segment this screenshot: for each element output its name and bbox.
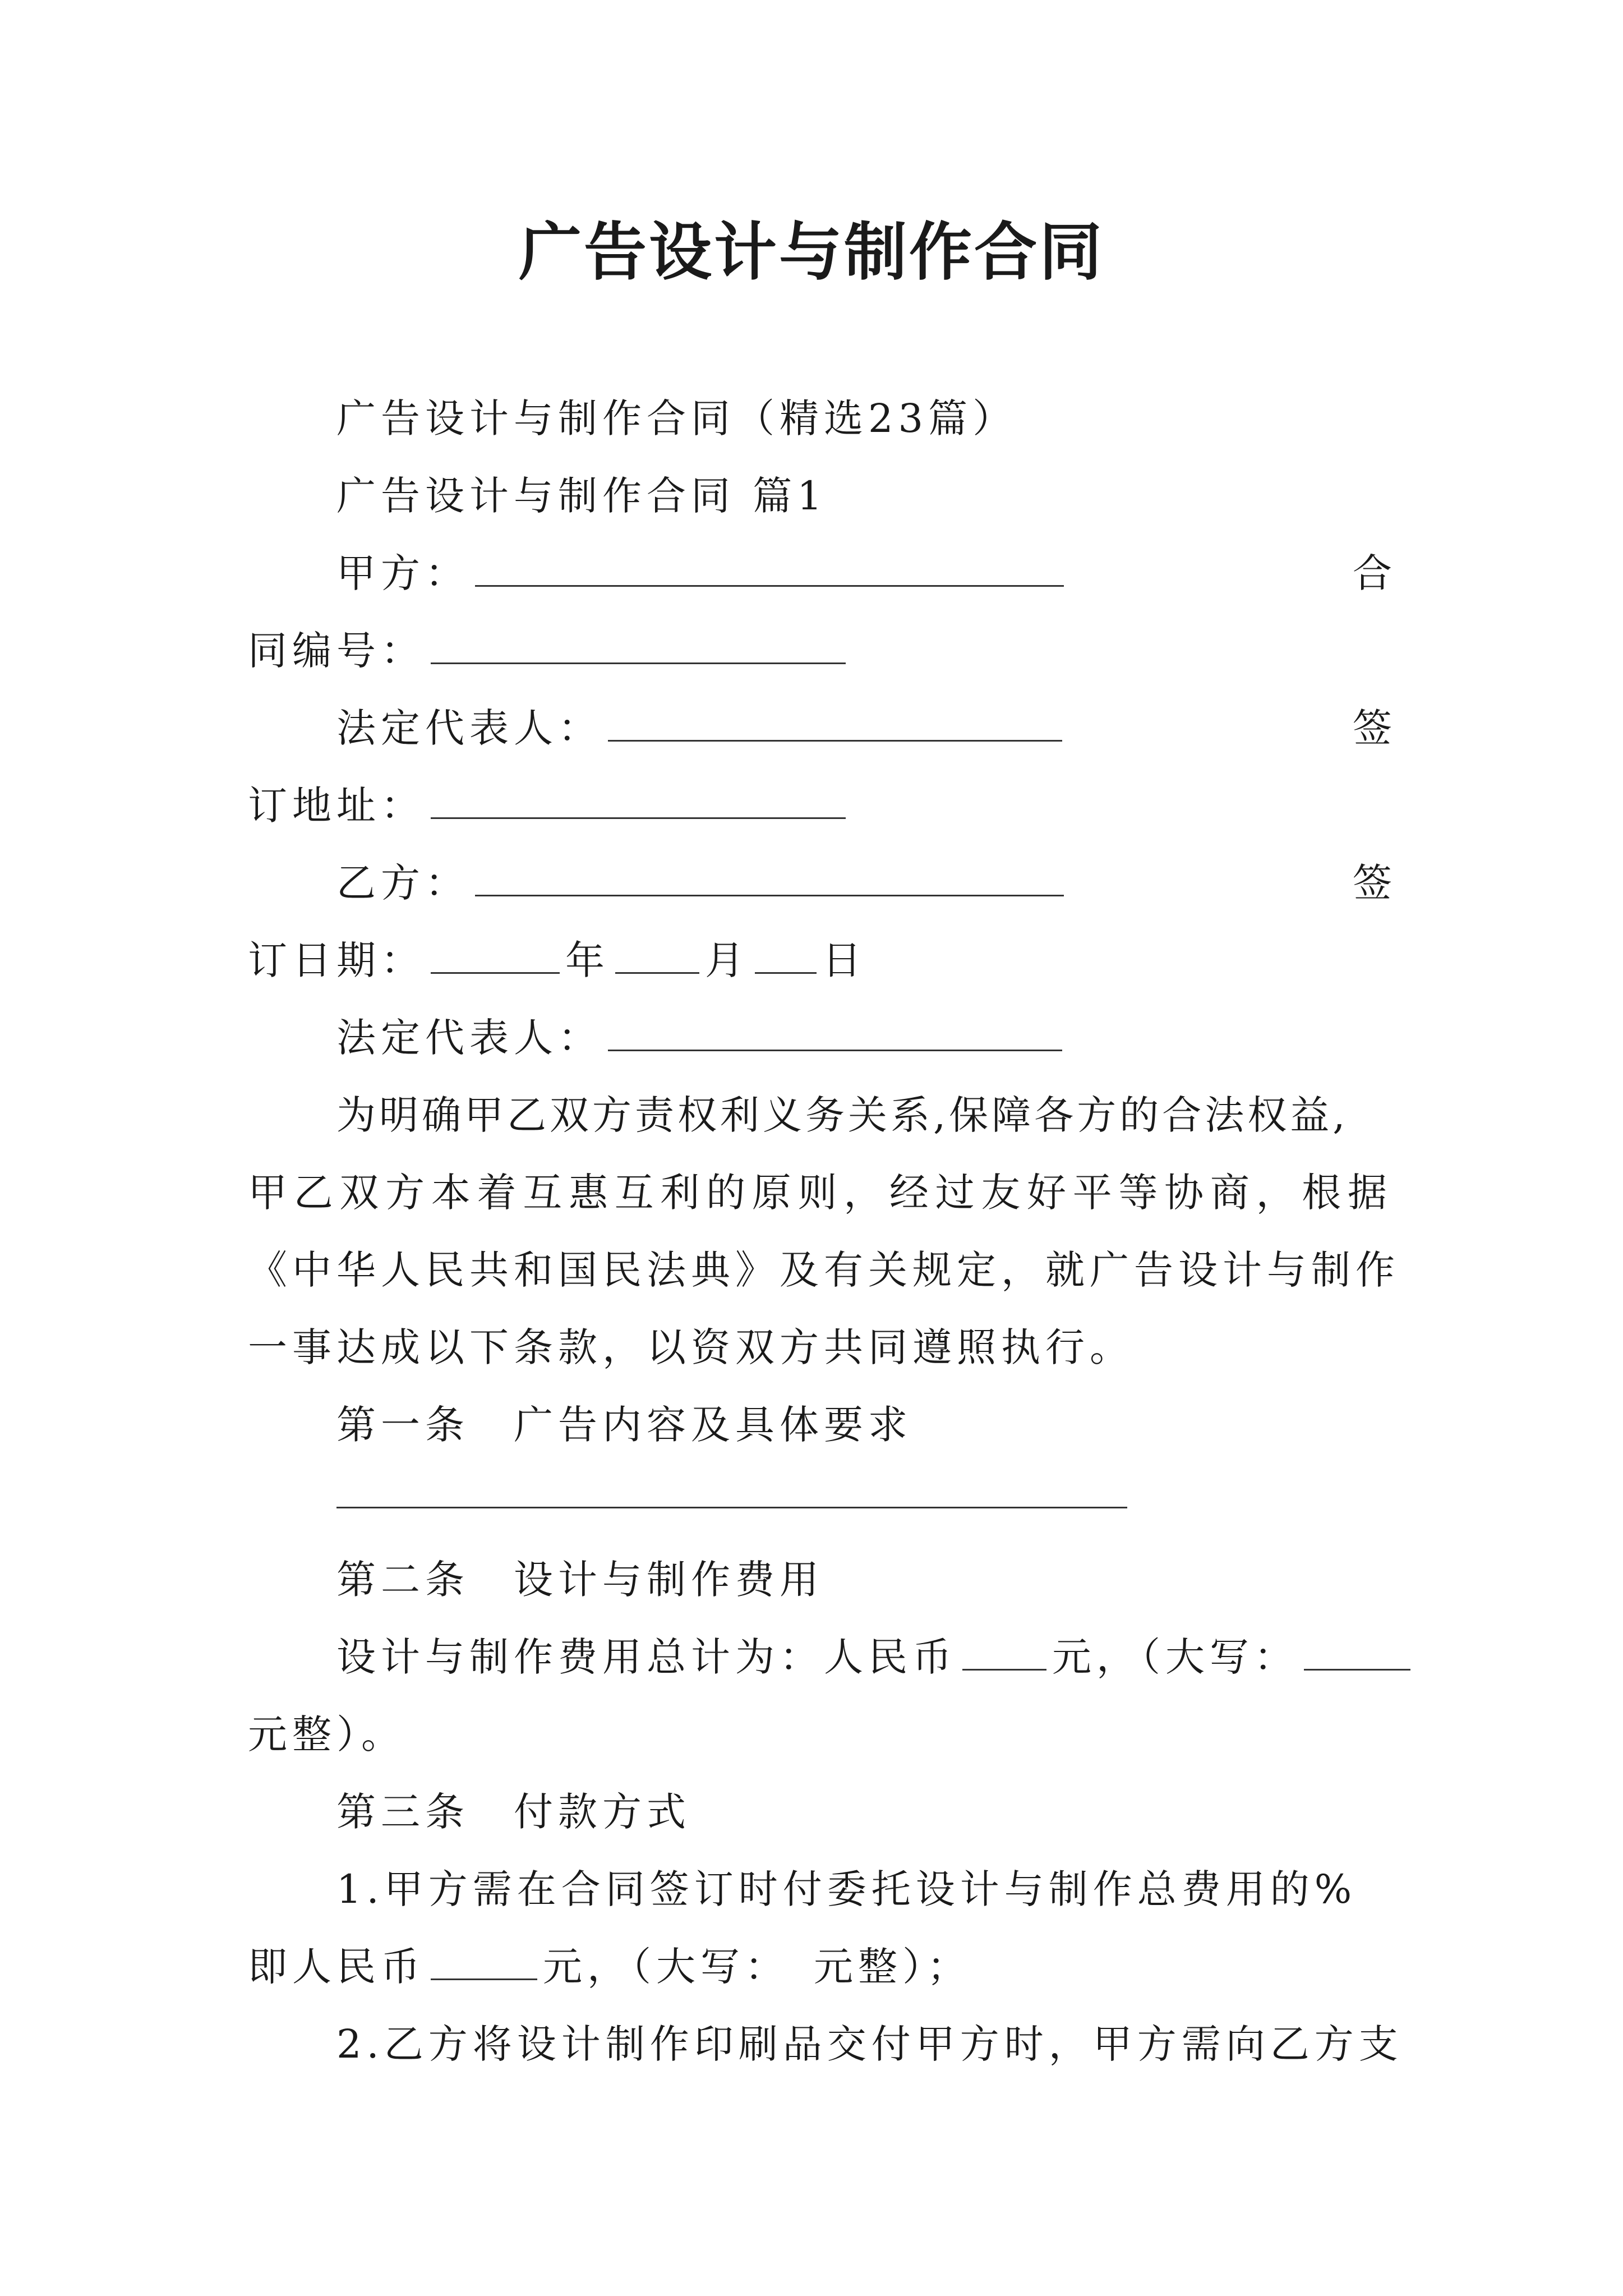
contract-no-blank[interactable] [431, 630, 846, 664]
payment-item-1-line-1: 1.甲方需在合同签订时付委托设计与制作总费用的% [336, 1866, 1357, 1912]
fee-amount-blank[interactable] [962, 1636, 1046, 1671]
subtitle: 广告设计与制作合同（精选23篇） [336, 395, 1017, 441]
article-1-heading: 第一条 广告内容及具体要求 [336, 1402, 912, 1448]
party-a-label: 甲方： [336, 550, 469, 596]
legal-rep-b-line [336, 1006, 1068, 1063]
payment-amount-blank[interactable] [431, 1946, 537, 1980]
legal-rep-b-label: 法定代表人： [336, 1015, 602, 1061]
article-2-text-c: 元整）。 [248, 1711, 405, 1757]
intro-line-1: 为明确甲乙双方责权利义务关系,保障各方的合法权益, [336, 1092, 1349, 1138]
party-a-blank[interactable] [475, 553, 1064, 587]
party-a-line [336, 542, 1069, 599]
intro-line-4: 一事达成以下条款，以资双方共同遵照执行。 [248, 1324, 1134, 1370]
legal-rep-blank[interactable] [608, 707, 1062, 742]
legal-rep-label: 法定代表人： [336, 705, 602, 751]
sign-address-blank[interactable] [431, 785, 846, 819]
year-label: 年 [565, 937, 610, 983]
party-b-line [336, 852, 1069, 908]
contract-no-line [248, 619, 851, 676]
sign-address-label-part1: 签 [1353, 705, 1392, 751]
year-blank[interactable] [431, 940, 560, 974]
intro-line-2: 甲乙双方本着互惠互利的原则，经过友好平等协商，根据 [248, 1170, 1392, 1216]
article-2-text-line [336, 1626, 1416, 1682]
sign-date-line [248, 929, 866, 986]
day-label: 日 [822, 937, 866, 983]
month-blank[interactable] [615, 940, 699, 974]
article-2-heading: 第二条 设计与制作费用 [336, 1557, 824, 1603]
sign-address-line [248, 774, 851, 831]
party-b-blank[interactable] [475, 862, 1064, 896]
contract-no-label-part2: 同编号： [248, 628, 425, 674]
sign-date-label-part2: 订日期： [248, 937, 425, 983]
party-b-label: 乙方： [336, 860, 469, 906]
article-2-text-b: 元，（大写： [1052, 1634, 1298, 1680]
legal-rep-b-blank[interactable] [608, 1017, 1062, 1051]
sign-address-label-part2: 订地址： [248, 783, 425, 829]
payment-item-1-text-c: 元，（大写： 元整）； [543, 1944, 971, 1990]
month-label: 月 [705, 937, 749, 983]
article-3-heading: 第三条 付款方式 [336, 1789, 691, 1835]
sign-date-label-part1: 签 [1353, 860, 1392, 906]
payment-item-2-line-1: 2.乙方将设计制作印刷品交付甲方时，甲方需向乙方支 [336, 2021, 1403, 2067]
document-title: 广告设计与制作合同 [519, 215, 1104, 289]
payment-item-1-line-2 [248, 1935, 971, 1992]
section-heading: 广告设计与制作合同 篇1 [336, 473, 827, 519]
day-blank[interactable] [755, 940, 817, 974]
article-2-text-a: 设计与制作费用总计为：人民币 [336, 1634, 957, 1680]
fee-capital-blank[interactable] [1304, 1636, 1410, 1671]
contract-no-label-part1: 合 [1353, 550, 1392, 596]
legal-rep-line [336, 697, 1068, 753]
article-1-blank-rule[interactable] [336, 1507, 1127, 1508]
payment-item-1-text-b: 即人民币 [248, 1944, 425, 1990]
intro-line-3: 《中华人民共和国民法典》及有关规定，就广告设计与制作 [248, 1247, 1400, 1293]
